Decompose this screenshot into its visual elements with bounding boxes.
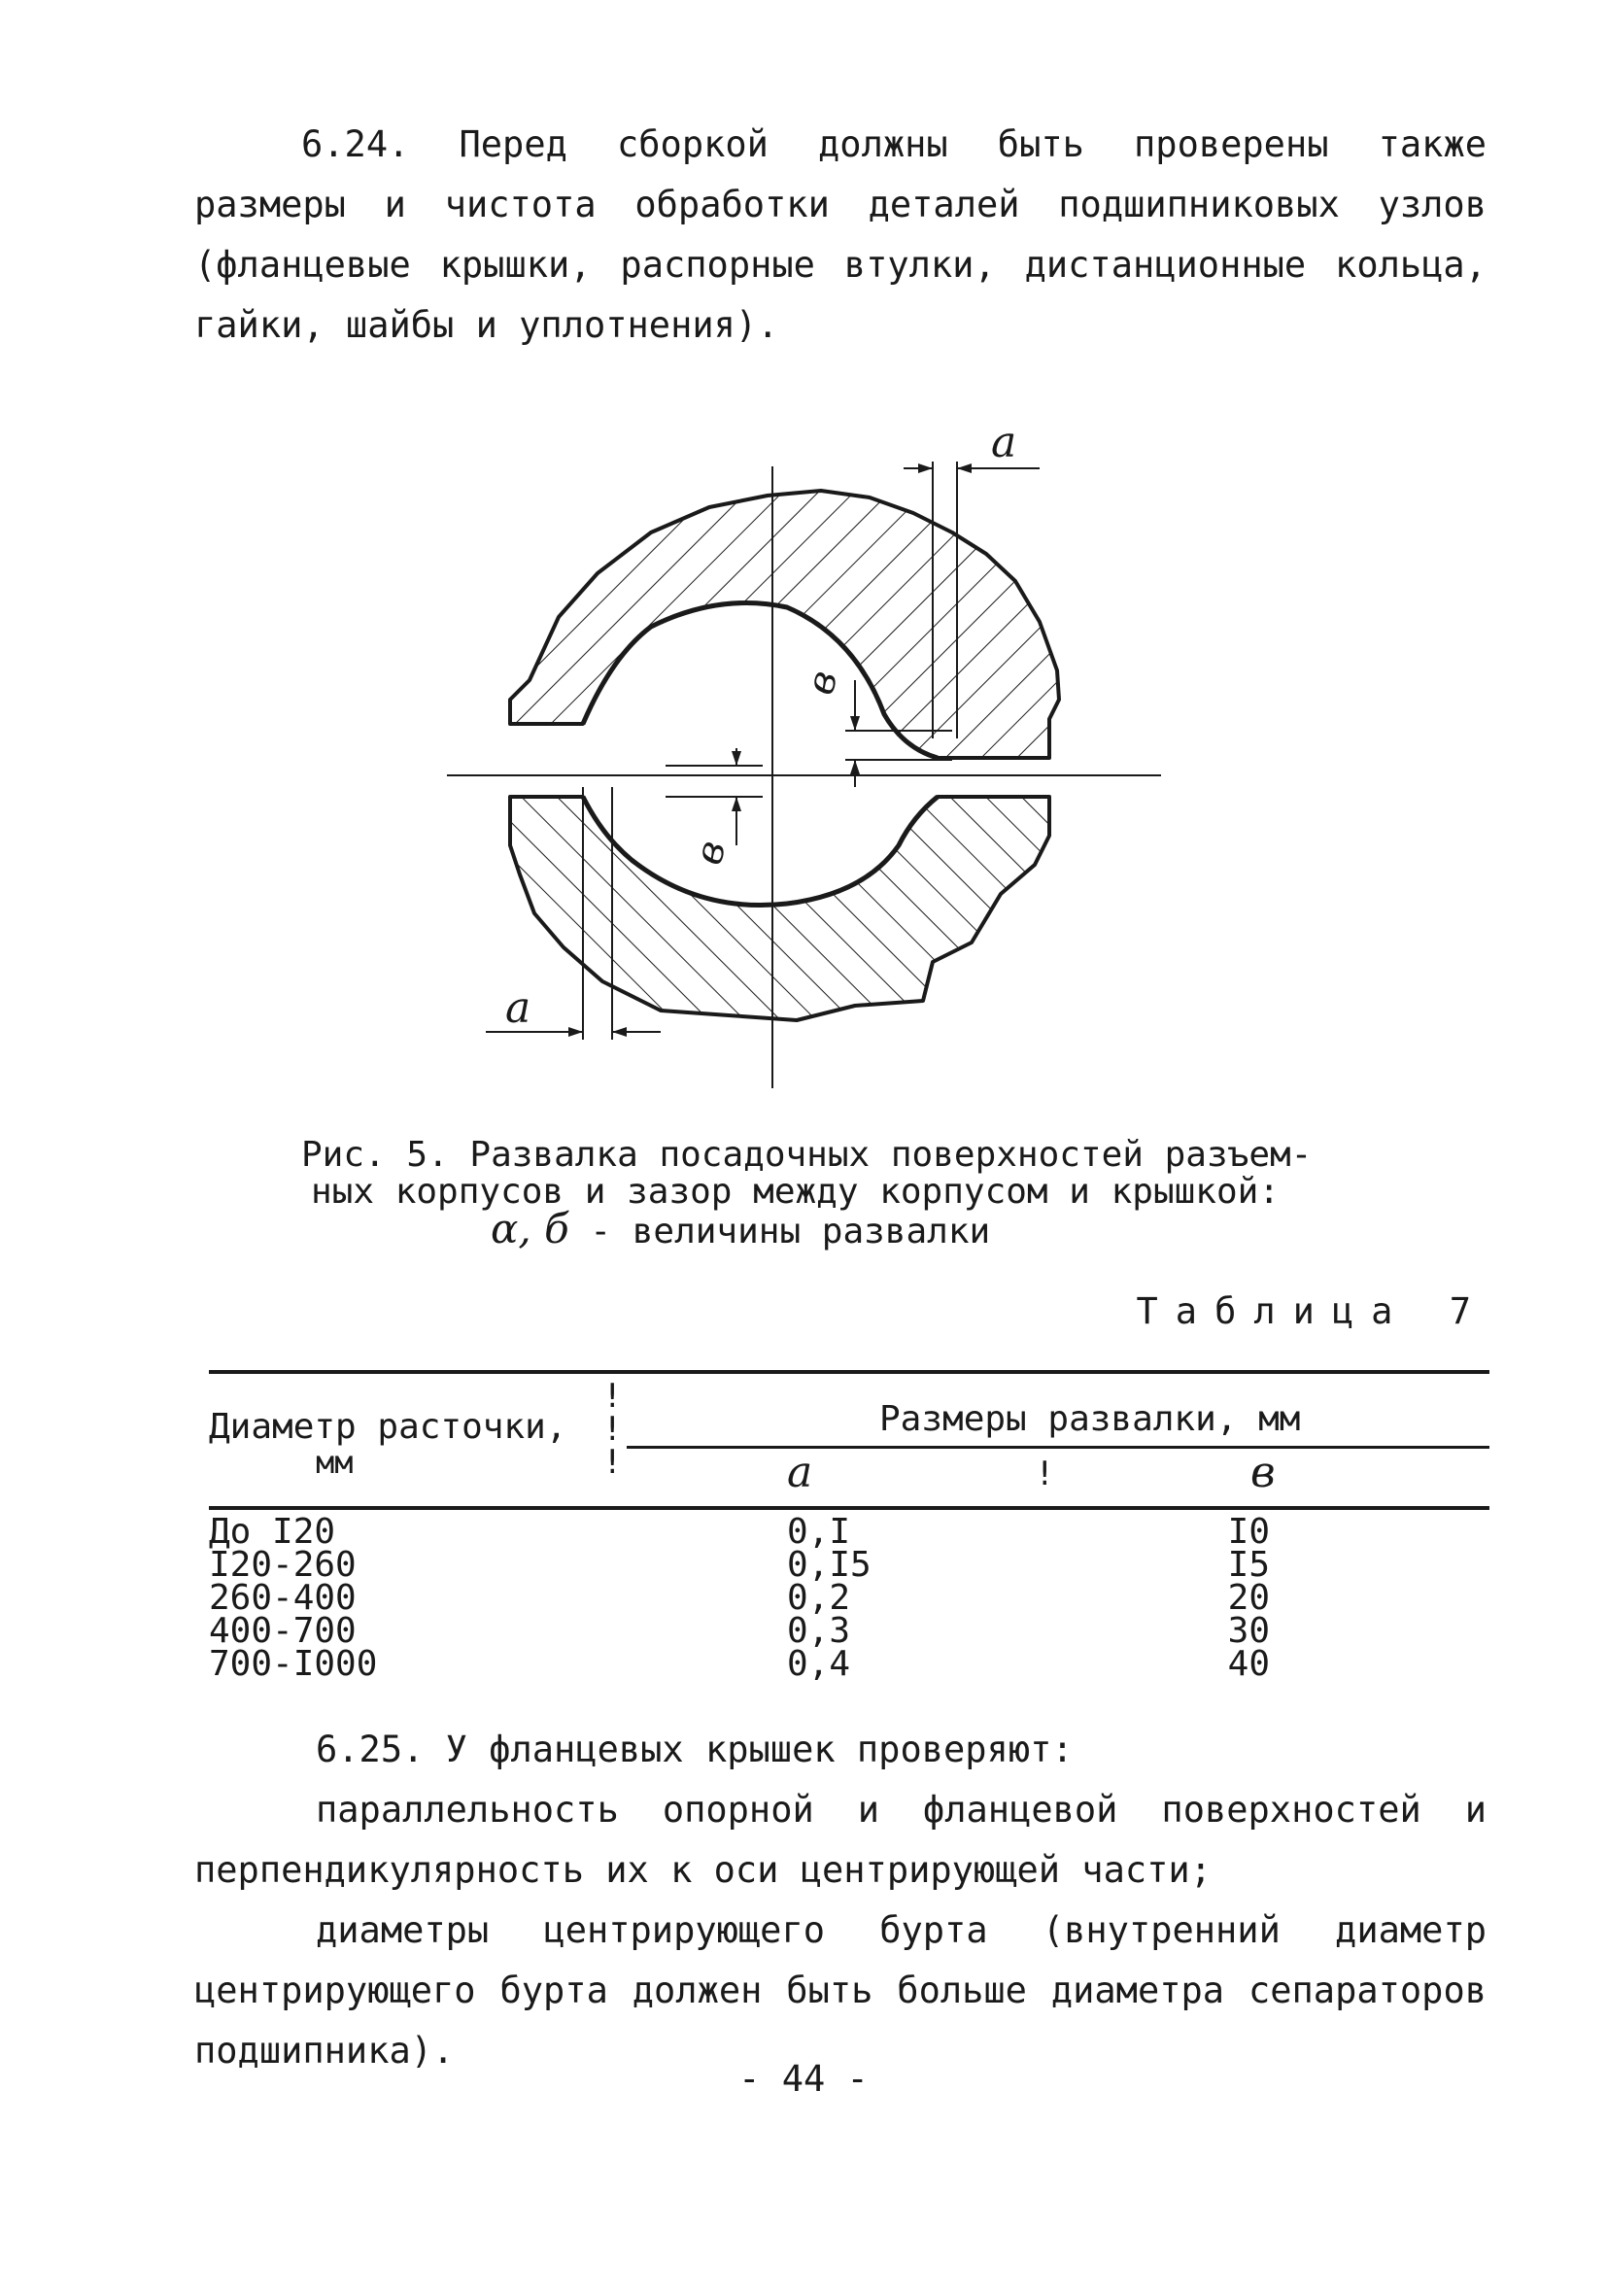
cell-a: 0,I — [787, 1512, 851, 1552]
cell-diameter: До I20 — [209, 1512, 336, 1552]
paragraph-6-25-item-2: диаметры центрирующего бурта (внутренний диаметр центрирующего бурта должен быть больше диаметра сепараторов подшипника). — [194, 1909, 1487, 2072]
cell-a: 0,3 — [787, 1611, 851, 1651]
a-column — [787, 1512, 872, 1684]
table-header-column-separator: ! ! ! — [602, 1377, 623, 1482]
dimension-b-right: в — [798, 666, 847, 700]
header-bottom-rule — [209, 1506, 1489, 1510]
caption-line-3-rest: - величины развалки — [568, 1212, 991, 1251]
cell-a: 0,I5 — [787, 1545, 872, 1585]
dimension-a-top: a — [991, 418, 1017, 467]
column-a-header: a — [787, 1448, 813, 1497]
caption-line-1: Рис. 5. Развалка посадочных поверхностей разъем- — [301, 1135, 1313, 1175]
cell-b: 20 — [1227, 1578, 1270, 1618]
cell-diameter: 400-700 — [209, 1611, 357, 1651]
lower-housing-half — [510, 797, 1049, 1020]
paragraph-6-24: 6.24. Перед сборкой должны быть проверены также размеры и чистота обработки деталей подшипниковых узлов (фланцевые крышки, распорные втулки, дистанционные кольца, гайки, шайбы и уплотнения). — [194, 123, 1487, 346]
paragraph-6-25-intro: 6.25. У фланцевых крышек проверяют: — [316, 1729, 1074, 1770]
table-label: Таблица 7 — [1136, 1290, 1488, 1332]
upper-housing-half — [510, 491, 1059, 758]
table-7 — [209, 1370, 1489, 1700]
cell-a: 0,2 — [787, 1578, 851, 1618]
diameter-column-unit: мм — [316, 1444, 354, 1481]
dimension-group-header: Размеры развалки, мм — [879, 1399, 1301, 1439]
dimension-b-left: в — [686, 836, 735, 870]
page-number: - 44 - — [738, 2058, 869, 2100]
caption-line-3 — [301, 1205, 1331, 1252]
cell-diameter: 700-I000 — [209, 1644, 378, 1684]
cell-b: I0 — [1227, 1512, 1270, 1552]
paragraph-6-25-item-1: параллельность опорной и фланцевой поверхностей и перпендикулярность их к оси центрирующей части; — [194, 1789, 1487, 1891]
cell-b: I5 — [1227, 1545, 1270, 1585]
cell-a: 0,4 — [787, 1644, 851, 1684]
paragraph-6-25 — [194, 1720, 1487, 2081]
cell-b: 40 — [1227, 1644, 1270, 1684]
diameter-column — [209, 1512, 378, 1684]
dimension-a-bottom: a — [505, 983, 531, 1033]
figure-5-bearing-housing — [427, 418, 1185, 1098]
caption-line-2: ных корпусов и зазор между корпусом и крышкой: — [311, 1172, 1280, 1212]
b-column — [1227, 1512, 1270, 1684]
table-top-rule — [209, 1370, 1489, 1374]
diameter-column-header: Диаметр расточки, — [209, 1407, 567, 1447]
cell-b: 30 — [1227, 1611, 1270, 1651]
cell-diameter: I20-260 — [209, 1545, 357, 1585]
cell-diameter: 260-400 — [209, 1578, 357, 1618]
column-b-header: в — [1250, 1448, 1276, 1497]
group-header-rule — [627, 1446, 1489, 1449]
figure-caption — [301, 1137, 1331, 1251]
table-subheader-separator: ! — [1035, 1455, 1055, 1493]
caption-symbols: α, б — [491, 1205, 569, 1252]
